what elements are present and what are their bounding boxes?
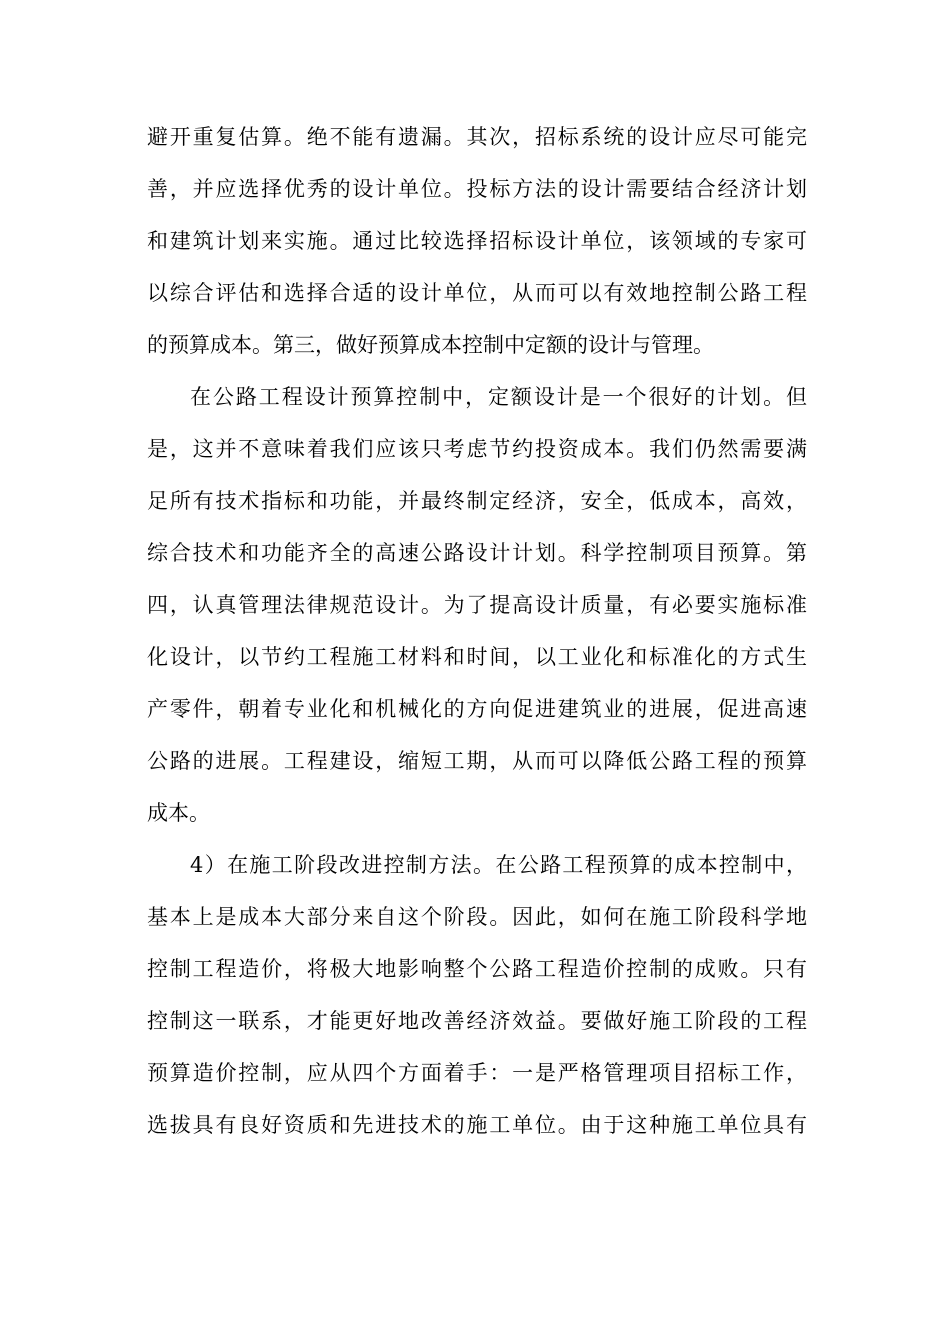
text-line: 产零件，朝着专业化和机械化的方向促进建筑业的进展，促进高速 [147,697,807,721]
text-line: 控制工程造价，将极大地影响整个公路工程造价控制的成败。只有 [147,957,807,981]
text-line: 以综合评估和选择合适的设计单位，从而可以有效地控制公路工程 [147,281,807,305]
text-line: 公路的进展。工程建设，缩短工期，从而可以降低公路工程的预算 [147,749,807,773]
text-line: 控制这一联系，才能更好地改善经济效益。要做好施工阶段的工程 [147,1009,807,1033]
text-line: 预算造价控制，应从四个方面着手：一是严格管理项目招标工作， [147,1061,807,1085]
text-line: 足所有技术指标和功能，并最终制定经济，安全，低成本，高效， [147,489,807,513]
text-line: 成本。 [147,801,210,825]
text-line: 避开重复估算。绝不能有遗漏。其次，招标系统的设计应尽可能完 [147,125,807,149]
text-line: 善，并应选择优秀的设计单位。投标方法的设计需要结合经济计划 [147,177,807,201]
text-line: 是，这并不意味着我们应该只考虑节约投资成本。我们仍然需要满 [147,437,807,461]
text-line: 在公路工程设计预算控制中，定额设计是一个很好的计划。但 [190,385,807,409]
text-line: 四，认真管理法律规范设计。为了提高设计质量，有必要实施标准 [147,593,807,617]
text-line: 化设计，以节约工程施工材料和时间，以工业化和标准化的方式生 [147,645,807,669]
text-line: 综合技术和功能齐全的高速公路设计计划。科学控制项目预算。第 [147,541,807,565]
text-line: 和建筑计划来实施。通过比较选择招标设计单位，该领域的专家可 [147,229,807,253]
text-line: 选拔具有良好资质和先进技术的施工单位。由于这种施工单位具有 [147,1113,807,1137]
text-line: 基本上是成本大部分来自这个阶段。因此，如何在施工阶段科学地 [147,905,807,929]
text-line: 的预算成本。第三，做好预算成本控制中定额的设计与管理。 [147,333,714,357]
text-line: 4）在施工阶段改进控制方法。在公路工程预算的成本控制中， [190,853,807,877]
